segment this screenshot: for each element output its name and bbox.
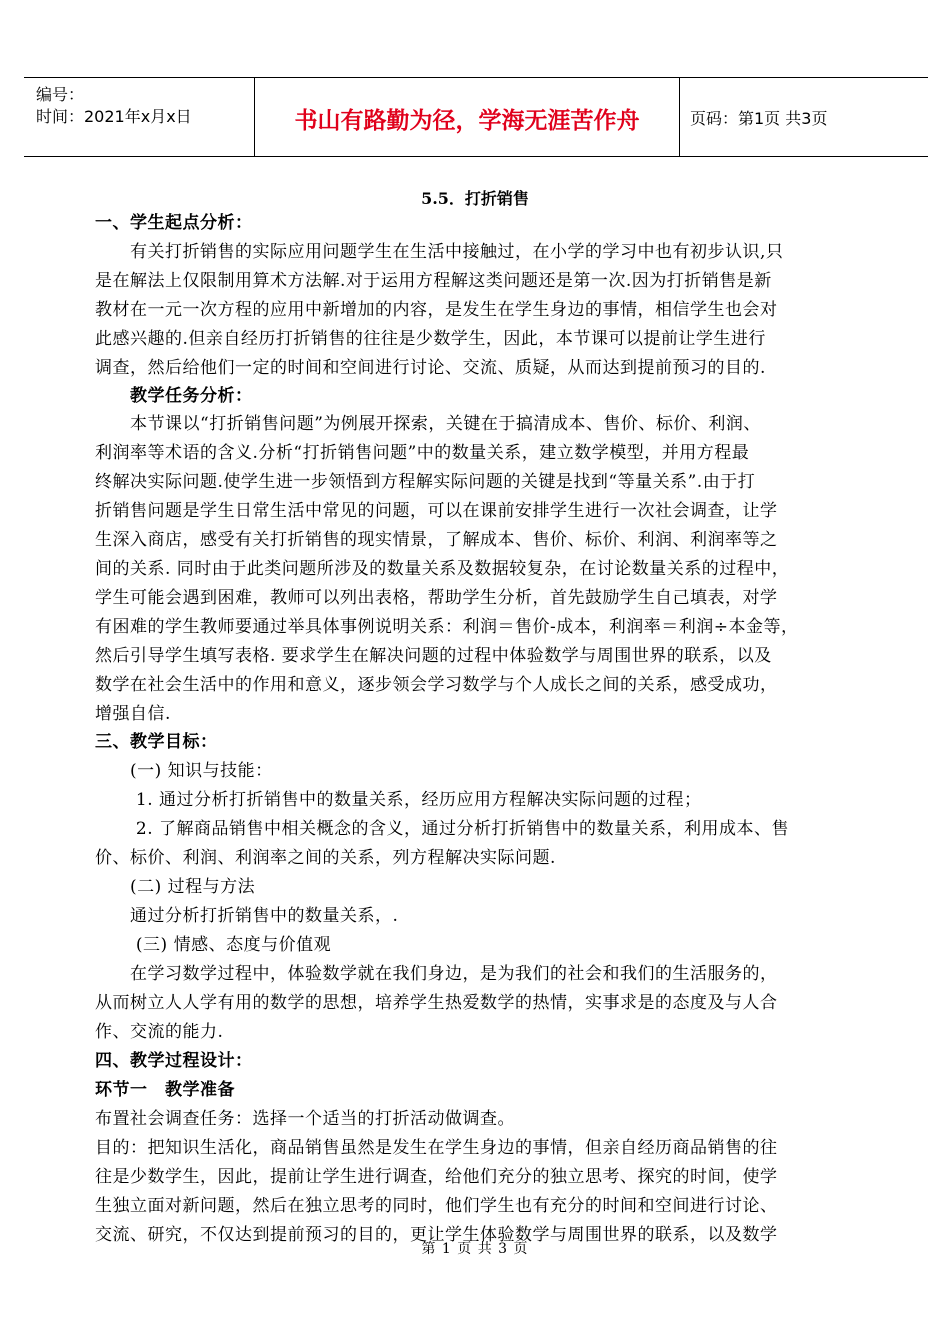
body-line: 2. 了解商品销售中相关概念的含义，通过分析打折销售中的数量关系，利用成本、售 [95,819,790,839]
document-header [24,77,928,157]
section-heading: 四、教学过程设计： [95,1051,253,1071]
body-line: 学生可能会遇到困难，教师可以列出表格，帮助学生分析，首先鼓励学生自己填表，对学 [95,588,778,608]
body-line: 在学习数学过程中，体验数学就在我们身边，是为我们的社会和我们的生活服务的， [95,964,778,984]
body-line: 有关打折销售的实际应用问题学生在生活中接触过，在小学的学习中也有初步认识,只 [95,242,784,262]
body-line: 交流、研究，不仅达到提前预习的目的，更让学生体验数学与周围世界的联系，以及数学 [95,1225,778,1245]
header-page-cell [680,78,928,156]
body-line: 生深入商店，感受有关打折销售的现实情景，了解成本、售价、标价、利润、利润率等之 [95,530,778,550]
body-line: 布置社会调查任务：选择一个适当的打折活动做调查。 [95,1109,515,1129]
subsection-heading: 教学任务分析： [95,386,253,406]
step-heading: 环节一 教学准备 [95,1080,235,1100]
body-line: 利润率等术语的含义.分析“打折销售问题”中的数量关系，建立数学模型，并用方程最 [95,443,750,463]
body-line: (二) 过程与方法 [95,877,256,897]
body-line: 间的关系. 同时由于此类问题所涉及的数量关系及数据较复杂，在讨论数量关系的过程中， [95,559,790,579]
body-line: 生独立面对新问题，然后在独立思考的同时，他们学生也有充分的时间和空间进行讨论、 [95,1196,778,1216]
body-line: 终解决实际问题.使学生进一步领悟到方程解实际问题的关键是找到“等量关系”.由于打 [95,472,756,492]
body-line: 作、交流的能力. [95,1022,224,1042]
body-line: 目的：把知识生活化，商品销售虽然是发生在学生身边的事情，但亲自经历商品销售的往 [95,1138,778,1158]
page-footer: 第 1 页 共 3 页 [421,1241,529,1257]
body-line: (三) 情感、态度与价值观 [95,935,332,955]
section-heading: 三、教学目标： [95,732,218,752]
body-line: 价、标价、利润、利润率之间的关系，列方程解决实际问题. [95,848,556,868]
document-title: 5.5．打折销售 [421,189,529,208]
body-line: 调查，然后给他们一定的时间和空间进行讨论、交流、质疑，从而达到提前预习的目的. [95,358,766,378]
body-line: 折销售问题是学生日常生活中常见的问题，可以在课前安排学生进行一次社会调查，让学 [95,501,778,521]
body-line: 教材在一元一次方程的应用中新增加的内容，是发生在学生身边的事情，相信学生也会对 [95,300,778,320]
header-motto-cell [255,78,680,156]
body-line: 从而树立人人学有用的数学的思想，培养学生热爱数学的热情，实事求是的态度及与人合 [95,993,778,1013]
body-line: 数学在社会生活中的作用和意义，逐步领会学习数学与个人成长之间的关系，感受成功， [95,675,778,695]
section-heading: 一、学生起点分析： [95,213,253,233]
body-line: 1. 通过分析打折销售中的数量关系，经历应用方程解决实际问题的过程； [95,790,702,810]
header-page-info: 页码：第1页 共3页 [690,109,828,128]
body-line: 此感兴趣的.但亲自经历打折销售的往往是少数学生，因此，本节课可以提前让学生进行 [95,329,766,349]
document-time-label: 时间：2021年x月x日 [36,107,192,126]
document-number-label: 编号： [36,85,85,104]
body-line: 是在解法上仅限制用算术方法解.对于运用方程解这类问题还是第一次.因为打折销售是新 [95,271,772,291]
body-line: 有困难的学生教师要通过举具体事例说明关系：利润＝售价-成本，利润率＝利润÷本金等， [95,617,799,637]
body-line: 然后引导学生填写表格. 要求学生在解决问题的过程中体验数学与周围世界的联系，以及 [95,646,772,666]
header-meta-cell [24,78,255,156]
body-line: (一) 知识与技能： [95,761,273,781]
body-line: 本节课以“打折销售问题”为例展开探索，关键在于搞清成本、售价、标价、利润、 [95,414,761,434]
body-line: 往是少数学生，因此，提前让学生进行调查，给他们充分的独立思考、探究的时间，使学 [95,1167,778,1187]
header-motto: 书山有路勤为径，学海无涯苦作舟 [294,108,640,134]
body-line: 通过分析打折销售中的数量关系，. [95,906,399,926]
body-line: 增强自信. [95,704,171,724]
